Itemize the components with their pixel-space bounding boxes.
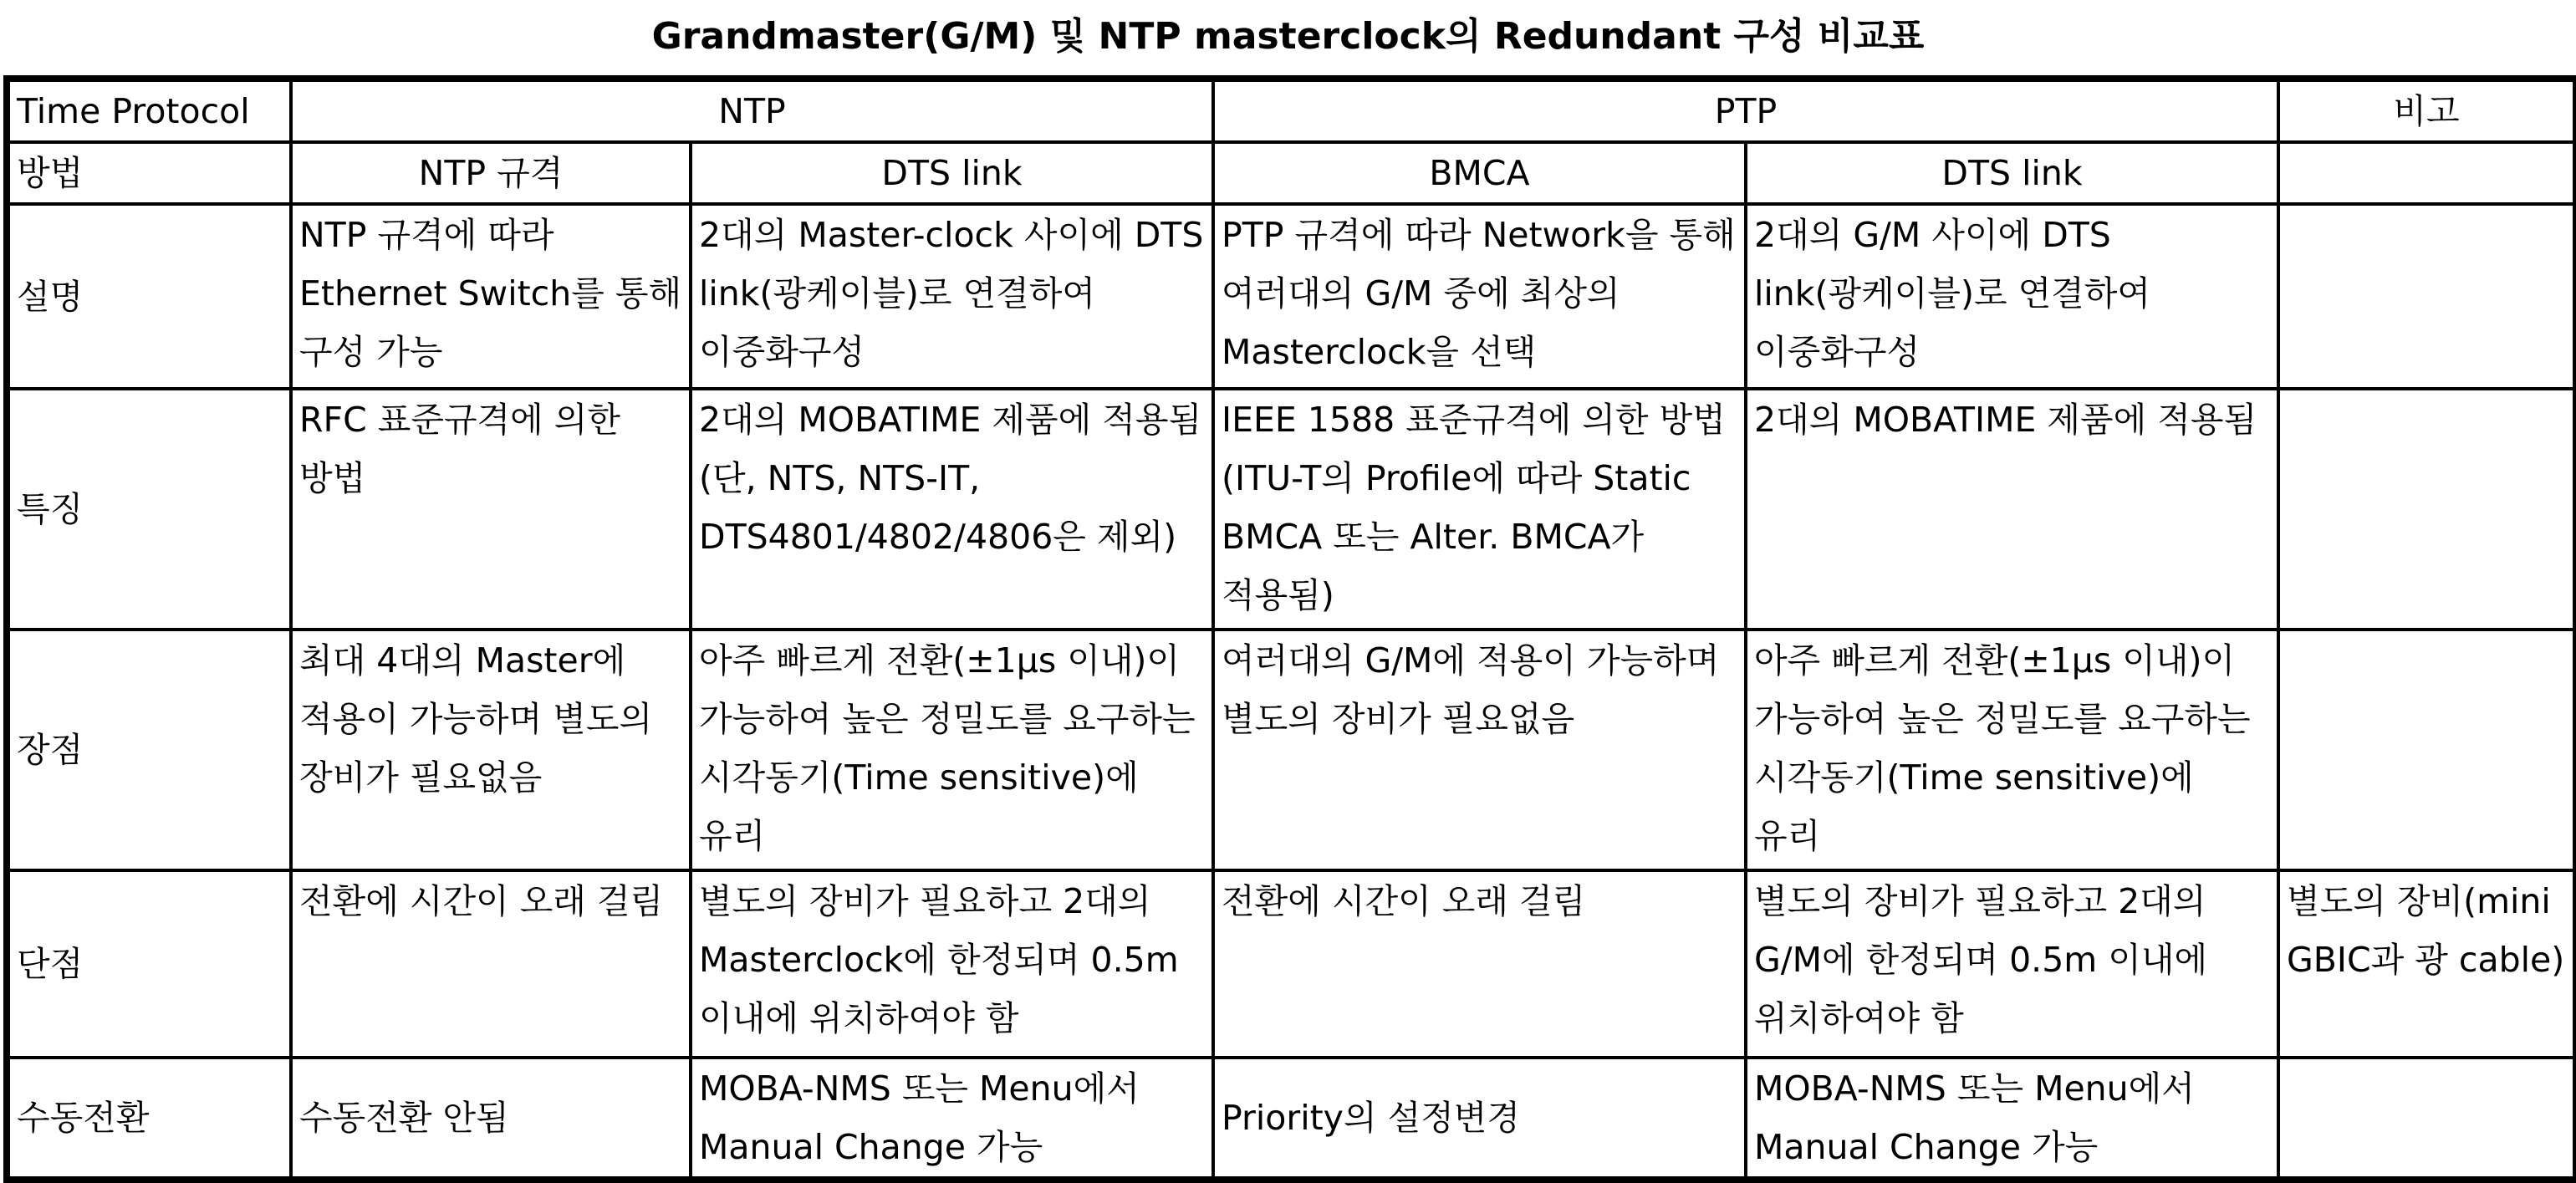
cell-note — [2278, 630, 2576, 870]
row-label-advantages: 장점 — [7, 630, 291, 870]
cell-note: 별도의 장비(mini GBIC과 광 cable) — [2278, 870, 2576, 1058]
cell-ptp-bmca: Priority의 설정변경 — [1213, 1058, 1746, 1180]
row-label-features: 특징 — [7, 389, 291, 630]
cell-ptp-dts-link: 2대의 G/M 사이에 DTS link(광케이블)로 연결하여 이중화구성 — [1746, 204, 2278, 389]
header-ptp-dts-link: DTS link — [1746, 142, 2278, 204]
header-ntp-standard: NTP 규격 — [291, 142, 691, 204]
table-row-description — [7, 204, 2576, 389]
cell-ntp-standard: 전환에 시간이 오래 걸림 — [291, 870, 691, 1058]
row-label-disadvantages: 단점 — [7, 870, 291, 1058]
table-row-disadvantages — [7, 870, 2576, 1058]
header-ntp-dts-link: DTS link — [691, 142, 1213, 204]
header-method: 방법 — [7, 142, 291, 204]
cell-ntp-standard: RFC 표준규격에 의한 방법 — [291, 389, 691, 630]
cell-ptp-dts-link: 아주 빠르게 전환(±1µs 이내)이 가능하여 높은 정밀도를 요구하는 시각동기(Time sensitive)에 유리 — [1746, 630, 2278, 870]
cell-ptp-bmca: PTP 규격에 따라 Network을 통해 여러대의 G/M 중에 최상의 Masterclock을 선택 — [1213, 204, 1746, 389]
header-time-protocol: Time Protocol — [7, 79, 291, 142]
cell-ntp-dts-link: 별도의 장비가 필요하고 2대의 Masterclock에 한정되며 0.5m 이내에 위치하여야 함 — [691, 870, 1213, 1058]
header-ptp: PTP — [1213, 79, 2278, 142]
comparison-table — [3, 75, 2576, 1183]
cell-ntp-dts-link: MOBA-NMS 또는 Menu에서 Manual Change 가능 — [691, 1058, 1213, 1180]
header-ntp: NTP — [291, 79, 1213, 142]
header-note-empty — [2278, 142, 2576, 204]
cell-ntp-dts-link: 아주 빠르게 전환(±1µs 이내)이 가능하여 높은 정밀도를 요구하는 시각동기(Time sensitive)에 유리 — [691, 630, 1213, 870]
cell-ntp-dts-link: 2대의 MOBATIME 제품에 적용됨(단, NTS, NTS-IT, DTS4801/4802/4806은 제외) — [691, 389, 1213, 630]
cell-ntp-standard: 수동전환 안됨 — [291, 1058, 691, 1180]
cell-note — [2278, 389, 2576, 630]
cell-ptp-dts-link: 2대의 MOBATIME 제품에 적용됨 — [1746, 389, 2278, 630]
table-row-manual-switch — [7, 1058, 2576, 1180]
cell-ptp-dts-link: 별도의 장비가 필요하고 2대의 G/M에 한정되며 0.5m 이내에 위치하여야 함 — [1746, 870, 2278, 1058]
row-label-manual-switch: 수동전환 — [7, 1058, 291, 1180]
cell-ptp-bmca: IEEE 1588 표준규격에 의한 방법(ITU-T의 Profile에 따라 Static BMCA 또는 Alter. BMCA가 적용됨) — [1213, 389, 1746, 630]
header-ptp-bmca: BMCA — [1213, 142, 1746, 204]
table-row-features — [7, 389, 2576, 630]
cell-ptp-bmca: 여러대의 G/M에 적용이 가능하며 별도의 장비가 필요없음 — [1213, 630, 1746, 870]
cell-note — [2278, 1058, 2576, 1180]
cell-note — [2278, 204, 2576, 389]
header-note: 비고 — [2278, 79, 2576, 142]
document-title: Grandmaster(G/M) 및 NTP masterclock의 Redundant 구성 비교표 — [651, 15, 1925, 58]
header-row-method — [7, 142, 2576, 204]
cell-ptp-dts-link: MOBA-NMS 또는 Menu에서 Manual Change 가능 — [1746, 1058, 2278, 1180]
table-row-advantages — [7, 630, 2576, 870]
cell-ntp-standard: NTP 규격에 따라 Ethernet Switch를 통해 구성 가능 — [291, 204, 691, 389]
cell-ntp-standard: 최대 4대의 Master에 적용이 가능하며 별도의 장비가 필요없음 — [291, 630, 691, 870]
cell-ntp-dts-link: 2대의 Master-clock 사이에 DTS link(광케이블)로 연결하여 이중화구성 — [691, 204, 1213, 389]
row-label-description: 설명 — [7, 204, 291, 389]
header-row-protocol — [7, 79, 2576, 142]
cell-ptp-bmca: 전환에 시간이 오래 걸림 — [1213, 870, 1746, 1058]
